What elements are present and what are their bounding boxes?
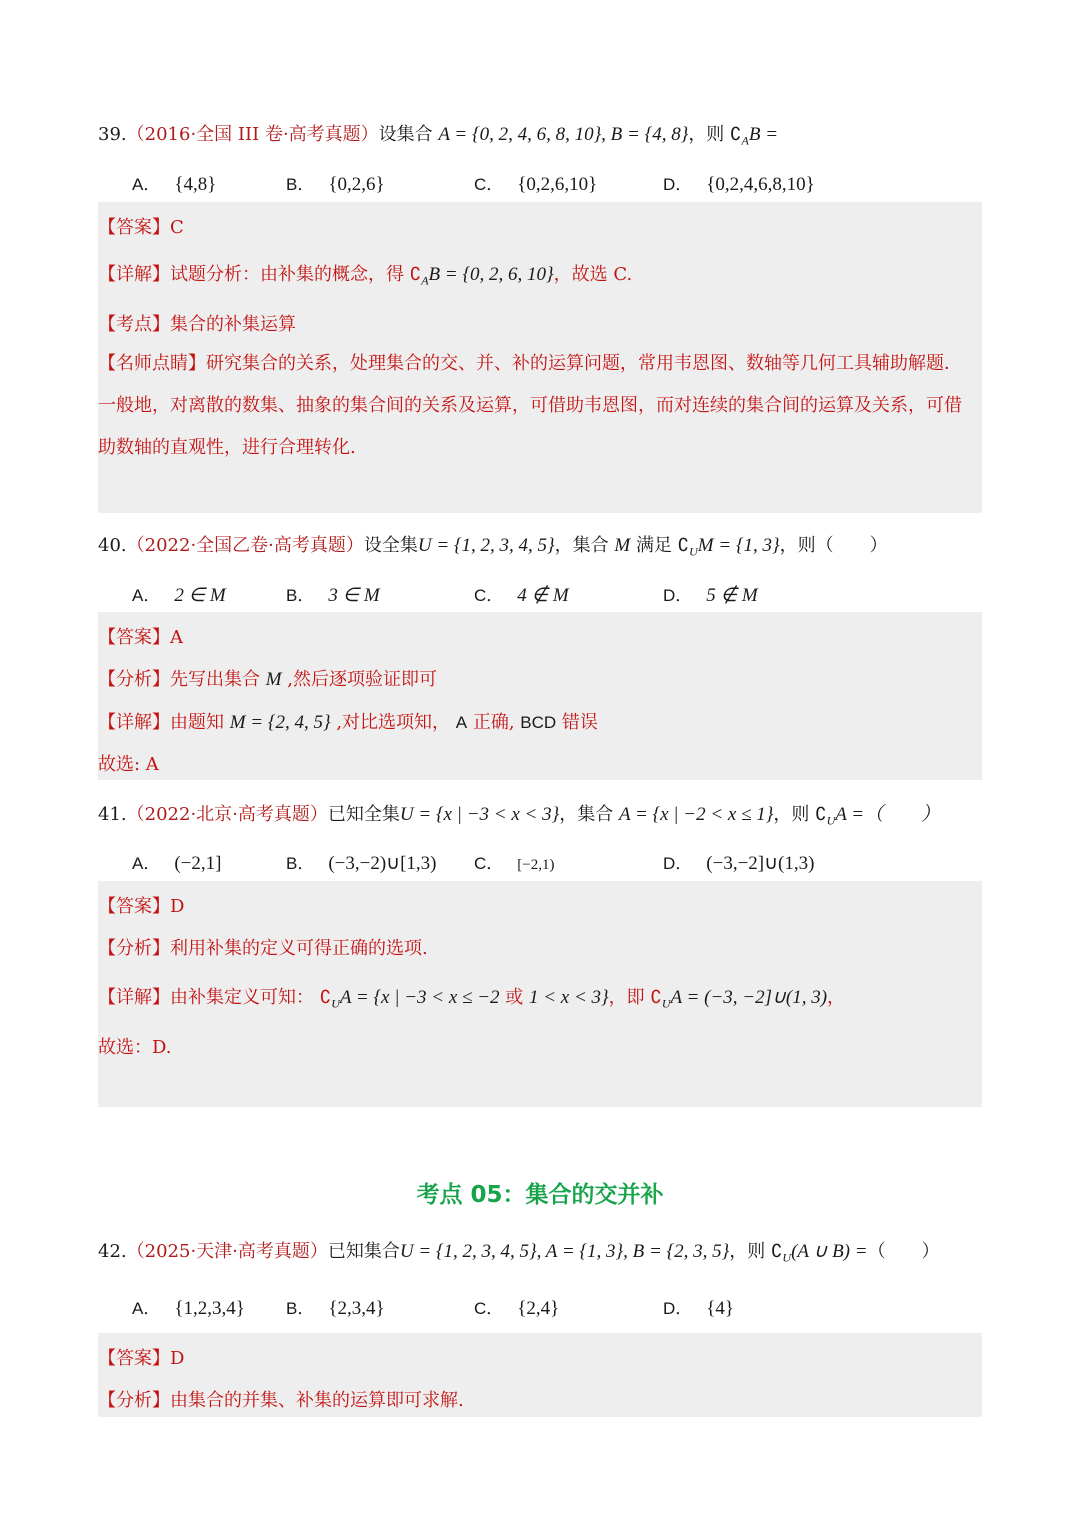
stem-math: U = {1, 2, 3, 4, 5} xyxy=(417,535,555,556)
tip-tag: 【名师点睛】 xyxy=(98,353,206,374)
choose-text: 故选：D. xyxy=(98,1037,172,1058)
answer-line xyxy=(98,892,184,918)
analysis-tag: 【分析】 xyxy=(98,669,170,690)
detail-tag: 【详解】 xyxy=(98,987,170,1008)
option-label: B． xyxy=(286,1299,315,1318)
answer-tag: 【答案】 xyxy=(98,627,170,648)
analysis-text: 先写出集合 xyxy=(170,669,266,690)
analysis-math: M xyxy=(265,669,282,690)
option-value: 4 ∉ M xyxy=(517,585,569,606)
option-value: {4} xyxy=(706,1298,735,1319)
analysis-line xyxy=(98,934,428,960)
option-c[interactable] xyxy=(474,849,554,874)
option-label: D． xyxy=(663,586,693,605)
stem-text: 满足 ∁ xyxy=(630,535,690,556)
answer-value: A xyxy=(170,627,183,648)
stem-math: U = {1, 2, 3, 4, 5}, A = {1, 3}, B = {2, 3, 5} xyxy=(399,1241,730,1262)
option-value: 2 ∈ M xyxy=(174,585,226,606)
option-b[interactable] xyxy=(286,581,380,607)
stem-math: B = xyxy=(748,124,779,145)
detail-math: 1 < x < 3} xyxy=(528,987,609,1008)
question-number: 40. xyxy=(98,535,127,556)
option-value: {0,2,6} xyxy=(328,174,385,195)
analysis-tag: 【分析】 xyxy=(98,1390,170,1411)
detail-math: BCD xyxy=(520,713,557,732)
answer-tag: 【答案】 xyxy=(98,1348,170,1369)
detail-math: A = (−3, −2]∪(1, 3) xyxy=(670,987,828,1008)
question-number: 41. xyxy=(98,804,127,825)
question-42-stem xyxy=(98,1237,940,1266)
option-a[interactable] xyxy=(132,581,226,607)
option-d[interactable] xyxy=(663,1294,734,1320)
stem-math: A = {0, 2, 4, 6, 8, 10}, B = {4, 8} xyxy=(438,124,689,145)
solution-box-42 xyxy=(98,1333,982,1417)
option-b[interactable] xyxy=(286,849,437,875)
option-c[interactable] xyxy=(474,1294,559,1320)
detail-tag: 【详解】 xyxy=(98,264,170,285)
option-value: {0,2,6,10} xyxy=(517,174,598,195)
stem-text: 设全集 xyxy=(363,535,418,556)
option-label: A． xyxy=(132,1299,161,1318)
option-a[interactable] xyxy=(132,170,216,196)
option-label: B． xyxy=(286,854,315,873)
option-d[interactable] xyxy=(663,581,758,607)
answer-line xyxy=(98,1344,184,1370)
detail-math: B = {0, 2, 6, 10} xyxy=(428,264,554,285)
analysis-line xyxy=(98,1386,464,1412)
detail-subscript: U xyxy=(331,996,340,1011)
option-value: {4,8} xyxy=(174,174,217,195)
option-label: C． xyxy=(474,586,504,605)
stem-text: ，则（ ） xyxy=(779,535,888,556)
tip-text: 研究集合的关系，处理集合的交、并、补的运算问题，常用韦恩图、数轴等几何工具辅助解题．一般地，对离散的数集、抽象的集合间的关系及运算，可借助韦恩图，而对连续的集合间的运算及关系，可借助数轴的直观性，进行合理转化. xyxy=(98,353,962,458)
option-value: (−2,1] xyxy=(174,853,222,874)
detail-text: 试题分析：由补集的概念，得 ∁ xyxy=(170,264,422,285)
stem-text: ，则 ∁ xyxy=(688,124,742,145)
stem-math: U = {x | −3 < x < 3} xyxy=(399,804,560,825)
analysis-text: 由集合的并集、补集的运算即可求解. xyxy=(170,1390,464,1411)
stem-math: M xyxy=(614,535,631,556)
detail-text: ,对比选项知， xyxy=(330,712,456,733)
stem-subscript: U xyxy=(689,544,698,559)
solution-box-41 xyxy=(98,881,982,1107)
question-number: 42. xyxy=(98,1241,127,1262)
detail-math: A = {x | −3 < x ≤ −2 xyxy=(339,987,500,1008)
option-value: (−3,−2)∪[1,3) xyxy=(328,853,437,874)
option-label: D． xyxy=(663,1299,693,1318)
question-40-stem xyxy=(98,531,888,560)
option-value: [−2,1) xyxy=(517,857,555,873)
choose-line xyxy=(98,750,159,776)
question-number: 39. xyxy=(98,124,127,145)
question-source: （2016·全国 III 卷·高考真题） xyxy=(126,124,379,145)
detail-tag: 【详解】 xyxy=(98,712,170,733)
stem-math: M = {1, 3} xyxy=(697,535,780,556)
stem-text: ，则 ∁ xyxy=(729,1241,783,1262)
point-tag: 【考点】 xyxy=(98,314,170,335)
option-label: A． xyxy=(132,175,161,194)
option-value: {0,2,4,6,8,10} xyxy=(706,174,815,195)
option-a[interactable] xyxy=(132,1294,245,1320)
stem-math: A =（ ） xyxy=(835,804,941,825)
point-text: 集合的补集运算 xyxy=(170,314,296,335)
option-b[interactable] xyxy=(286,1294,385,1320)
detail-line xyxy=(98,983,845,1012)
answer-value: C xyxy=(170,217,184,238)
stem-text: （ ） xyxy=(867,1241,940,1262)
solution-box-39 xyxy=(98,202,982,513)
detail-text: ，即 ∁ xyxy=(608,987,662,1008)
question-source: （2022·全国乙卷·高考真题） xyxy=(126,535,364,556)
choose-text: 故选: A xyxy=(98,754,159,775)
stem-subscript: U xyxy=(826,813,836,828)
question-source: （2025·天津·高考真题） xyxy=(126,1241,328,1262)
solution-box-40 xyxy=(98,612,982,780)
option-label: A． xyxy=(132,586,161,605)
stem-subscript: U xyxy=(782,1250,792,1265)
stem-math: (A ∪ B) = xyxy=(791,1241,868,1262)
option-b[interactable] xyxy=(286,170,385,196)
detail-line xyxy=(98,260,632,289)
detail-math: M = {2, 4, 5} xyxy=(229,712,331,733)
stem-text: ，集合 xyxy=(559,804,619,825)
stem-math: A = {x | −2 < x ≤ 1} xyxy=(618,804,774,825)
detail-text: ，故选 C. xyxy=(553,264,633,285)
detail-text: 或 xyxy=(499,987,529,1008)
detail-text: 正确, xyxy=(467,712,521,733)
option-value: {2,4} xyxy=(517,1298,560,1319)
question-39-stem xyxy=(98,120,778,149)
detail-text: ， xyxy=(827,987,846,1008)
detail-line xyxy=(98,708,598,734)
option-c[interactable] xyxy=(474,581,569,607)
stem-text: ，则 ∁ xyxy=(773,804,827,825)
option-label: C． xyxy=(474,854,504,873)
option-label: A． xyxy=(132,854,161,873)
detail-subscript: U xyxy=(661,996,671,1011)
analysis-text: ,然后逐项验证即可 xyxy=(281,669,438,690)
detail-text: 由补集定义可知： ∁ xyxy=(170,987,332,1008)
answer-line xyxy=(98,623,183,649)
detail-text: 错误 xyxy=(556,712,598,733)
stem-text: ，集合 xyxy=(554,535,615,556)
analysis-tag: 【分析】 xyxy=(98,938,170,959)
question-source: （2022·北京·高考真题） xyxy=(126,804,328,825)
stem-text: 设集合 xyxy=(378,124,439,145)
question-41-stem xyxy=(98,799,940,829)
stem-text: 已知全集 xyxy=(327,804,400,825)
option-value: 3 ∈ M xyxy=(328,585,380,606)
answer-value: D xyxy=(170,1348,185,1369)
detail-text: 由题知 xyxy=(170,712,230,733)
answer-value: D xyxy=(170,896,185,917)
detail-subscript: A xyxy=(421,273,429,288)
option-a[interactable] xyxy=(132,849,221,875)
answer-line xyxy=(98,213,184,239)
analysis-line xyxy=(98,665,437,691)
detail-math: A xyxy=(455,713,468,732)
option-label: B． xyxy=(286,175,315,194)
option-d[interactable] xyxy=(663,170,815,196)
option-label: B． xyxy=(286,586,315,605)
option-label: D． xyxy=(663,854,693,873)
choose-line xyxy=(98,1033,172,1059)
option-value: (−3,−2]∪(1,3) xyxy=(706,853,815,874)
section-title: 考点 05：集合的交并补 xyxy=(416,1182,664,1208)
option-value: {1,2,3,4} xyxy=(174,1298,245,1319)
option-value: 5 ∉ M xyxy=(706,585,758,606)
analysis-text: 利用补集的定义可得正确的选项. xyxy=(170,938,428,959)
option-label: C． xyxy=(474,175,504,194)
tip-paragraph xyxy=(98,343,978,469)
point-line xyxy=(98,310,296,336)
option-label: C． xyxy=(474,1299,504,1318)
option-d[interactable] xyxy=(663,849,814,875)
answer-tag: 【答案】 xyxy=(98,217,170,238)
stem-subscript: A xyxy=(741,133,749,148)
option-label: D． xyxy=(663,175,693,194)
option-c[interactable] xyxy=(474,170,597,196)
stem-text: 已知集合 xyxy=(327,1241,400,1262)
option-value: {2,3,4} xyxy=(328,1298,385,1319)
answer-tag: 【答案】 xyxy=(98,896,170,917)
